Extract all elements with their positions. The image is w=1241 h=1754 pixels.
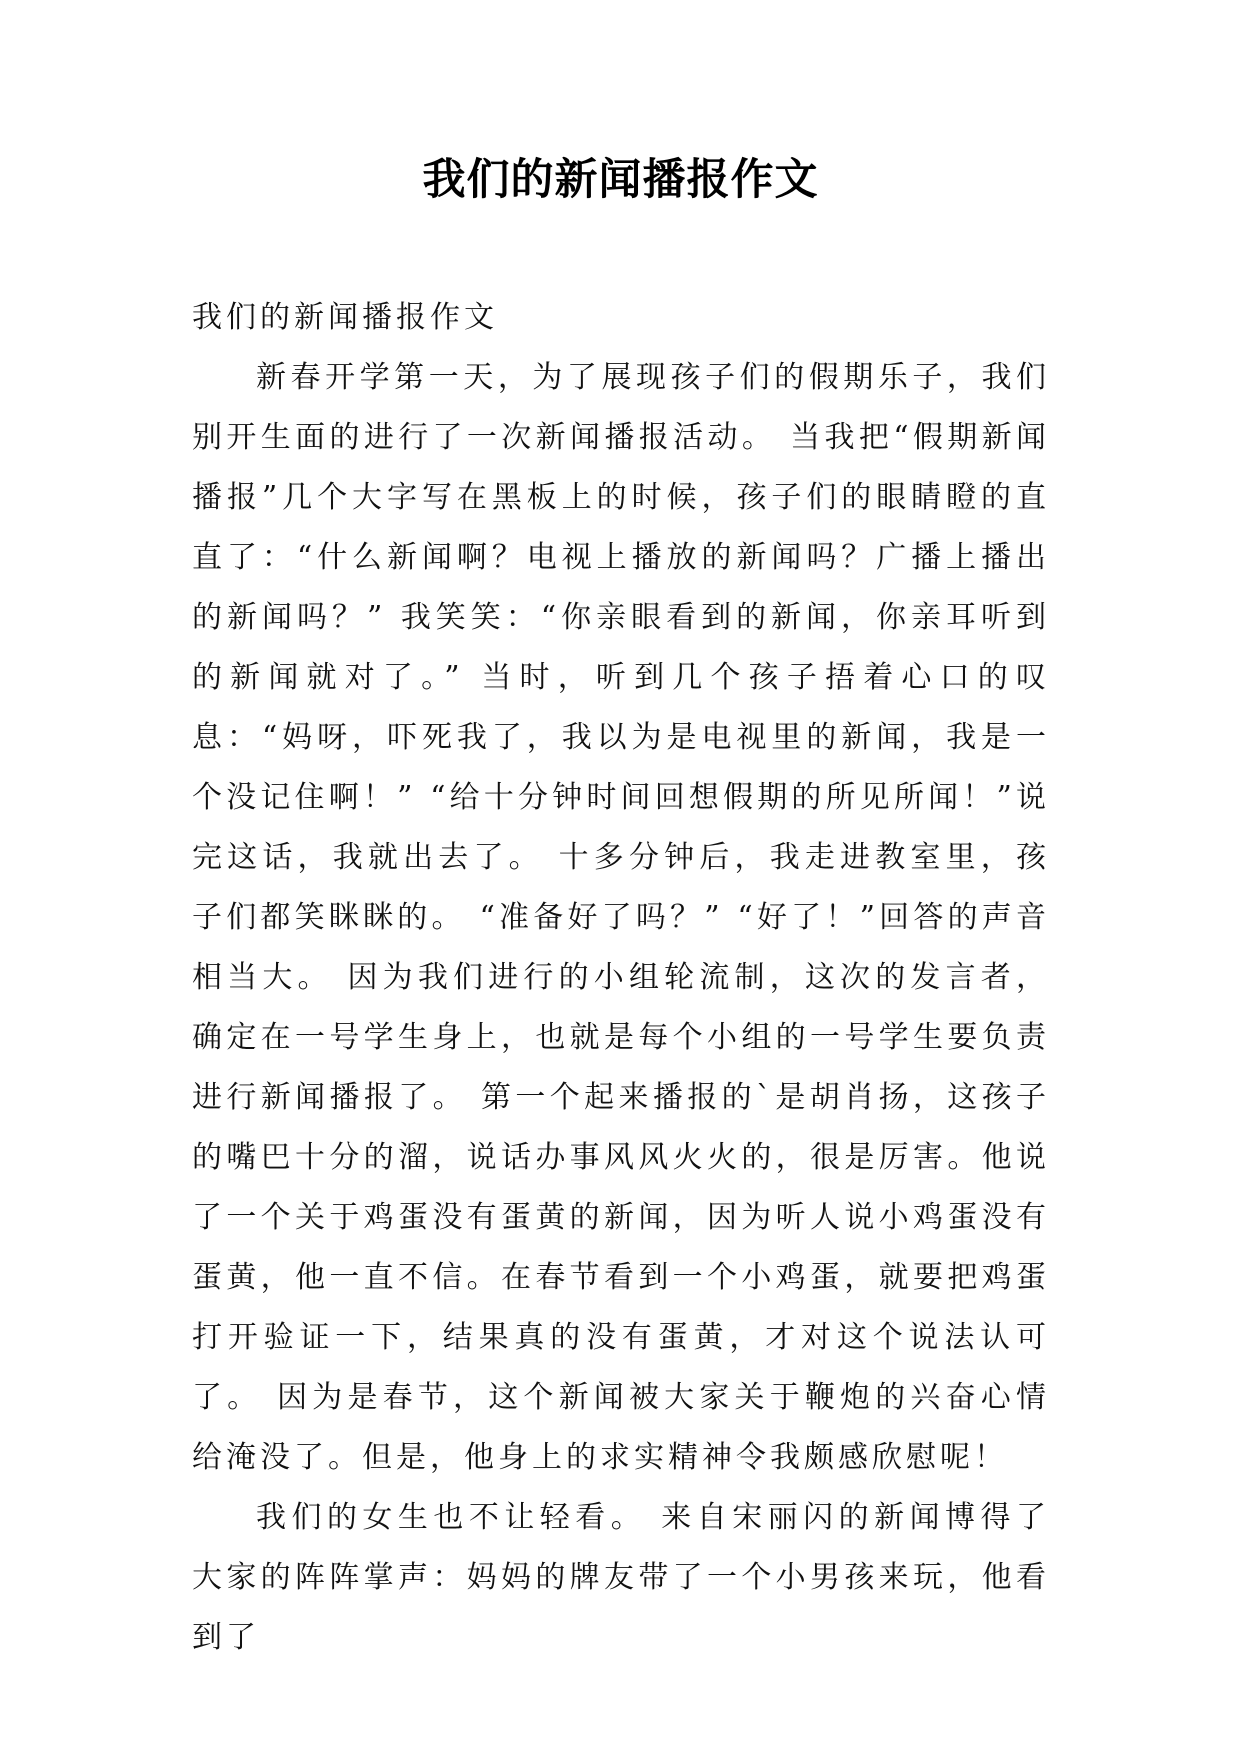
paragraph: 我们的女生也不让轻看。 来自宋丽闪的新闻博得了大家的阵阵掌声：妈妈的牌友带了一个小男孩来玩，他看到了 bbox=[192, 1500, 1050, 1655]
document-title: 我们的新闻播报作文 bbox=[422, 155, 819, 205]
document-subtitle: 我们的新闻播报作文 bbox=[192, 300, 498, 335]
paragraph: 新春开学第一天，为了展现孩子们的假期乐子，我们别开生面的进行了一次新闻播报活动。 当我把“假期新闻播报”几个大字写在黑板上的时候，孩子们的眼睛瞪的直直了：“什么新闻啊？电视上播放的新闻吗？广播上播出的新闻吗？” 我笑笑：“你亲眼看到的新闻，你亲耳听到的新闻就对了。” 当时，听到几个孩子捂着心口的叹息：“妈呀，吓死我了，我以为是电视里的新闻，我是一个没记住啊！” “给十分钟时间回想假期的所见所闻！”说完这话，我就出去了。 十多分钟后，我走进教室里，孩子们都笑眯眯的。 “准备好了吗？” “好了！”回答的声音相当大。 因为我们进行的小组轮流制，这次的发言者，确定在一号学生身上，也就是每个小组的一号学生要负责进行新闻播报了。 第一个起来播报的`是胡肖扬，这孩子的嘴巴十分的溜，说话办事风风火火的，很是厉害。他说了一个关于鸡蛋没有蛋黄的新闻，因为听人说小鸡蛋没有蛋黄，他一直不信。在春节看到一个小鸡蛋，就要把鸡蛋打开验证一下，结果真的没有蛋黄，才对这个说法认可了。 因为是春节，这个新闻被大家关于鞭炮的兴奋心情给淹没了。但是，他身上的求实精神令我颇感欣慰呢！ bbox=[192, 360, 1050, 1475]
document-body bbox=[192, 288, 1050, 1668]
